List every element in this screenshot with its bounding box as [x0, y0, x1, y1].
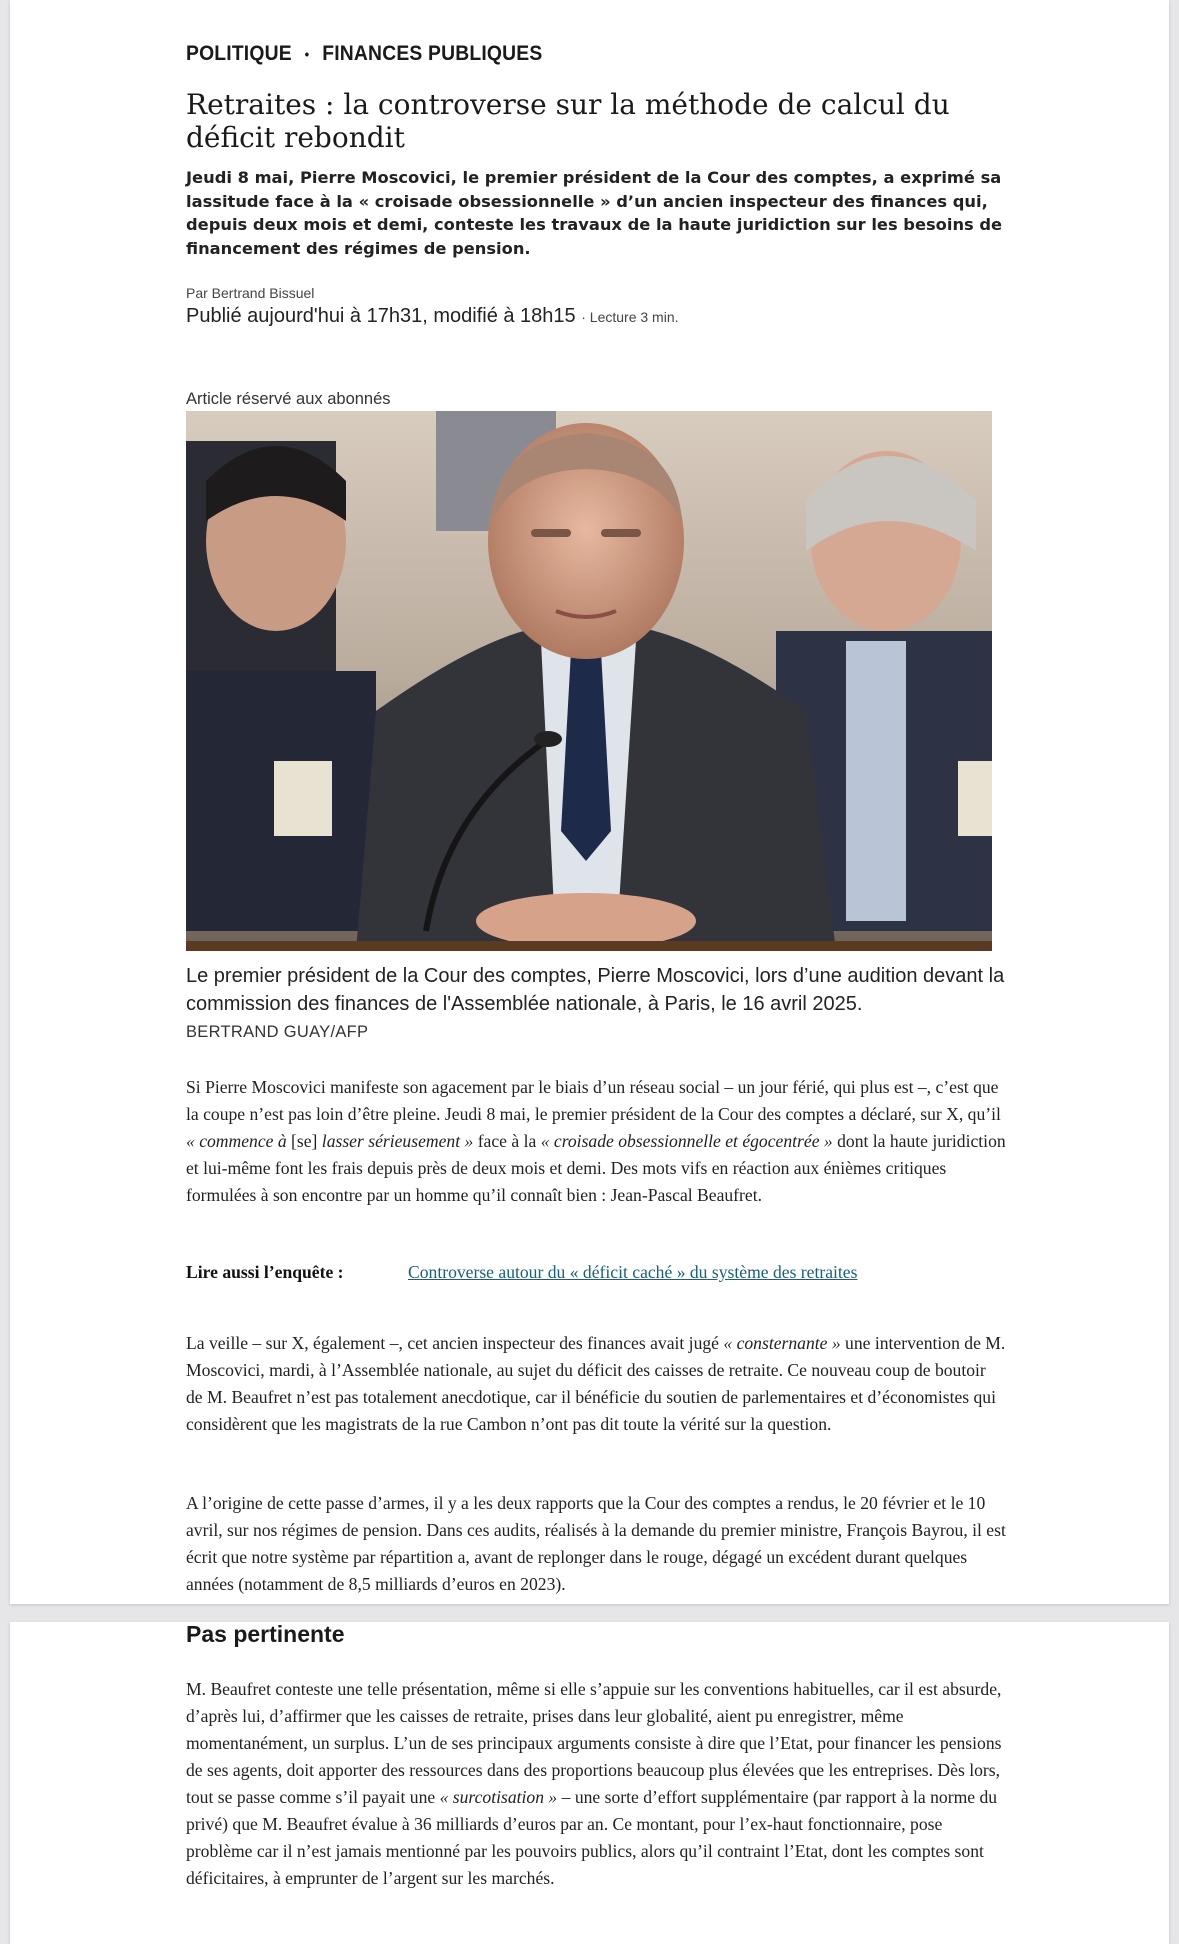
- reading-time: · Lecture 3 min.: [581, 309, 679, 325]
- read-also-link[interactable]: Controverse autour du « déficit caché » du système des retraites: [408, 1262, 858, 1282]
- photo-caption: Le premier président de la Cour des comptes, Pierre Moscovici, lors d’une audition devant la commission des finances de l'Assemblée nationale, à Paris, le 16 avril 2025.: [186, 965, 1005, 1015]
- subscriber-notice: Article réservé aux abonnés: [186, 390, 391, 408]
- article-paragraph-3: A l’origine de cette passe d’armes, il y a les deux rapports que la Cour des comptes a rendus, le 20 février et le 10 avril, sur nos régimes de pension. Dans ces audits, réalisés à la demande du premier ministre, François Bayrou, il est écrit que notre système par répartition a, avant de replonger dans le rouge, dégagé un excédent durant quelques années (notamment de 8,5 milliards d’euros en 2023).: [186, 1493, 1006, 1594]
- published-time: Publié aujourd'hui à 17h31, modifié à 18h15: [186, 305, 576, 327]
- article-paragraph-1: Si Pierre Moscovici manifeste son agacement par le biais d’un réseau social – un jour férié, qui plus est –, c’est que la coupe n’est pas loin d’être pleine. Jeudi 8 mai, le premier président de la Cour des comptes a déclaré, sur X, qu’il « commence à [se] lasser sérieusement » face à la « croisade obsessionnelle et égocentrée » dont la haute juridiction et lui-même font les frais depuis près de deux mois et demi. Des mots vifs en réaction aux énièmes critiques formulées à son encontre par un homme qu’il connaît bien : Jean-Pascal Beaufret.: [186, 1077, 1006, 1205]
- read-also: [186, 1262, 1006, 1283]
- article-photo: [186, 411, 992, 951]
- article-card: [10, 0, 1169, 1604]
- section-heading: Pas pertinente: [186, 1621, 345, 1647]
- read-also-label: Lire aussi l’enquête :: [186, 1262, 344, 1282]
- article-lead: Jeudi 8 mai, Pierre Moscovici, le premier président de la Cour des comptes, a exprimé sa lassitude face à la « croisade obsessionnelle » d’un ancien inspecteur des finances qui, depuis deux mois et demi, conteste les travaux de la haute juridiction sur les besoins de financement des régimes de pension.: [186, 168, 1003, 258]
- rubric: [186, 42, 940, 66]
- bullet-separator: •: [304, 46, 310, 63]
- author-line[interactable]: Par Bertrand Bissuel: [186, 285, 315, 301]
- article-card-continued: [10, 1622, 1169, 1944]
- rubric-subsection[interactable]: FINANCES PUBLIQUES: [322, 42, 543, 65]
- article-paragraph-4: M. Beaufret conteste une telle présentation, même si elle s’appuie sur les conventions habituelles, car il est absurde, d’après lui, d’affirmer que les caisses de retraite, prises dans leur globalité, aient pu enregistrer, même momentanément, un surplus. L’un de ses principaux arguments consiste à dire que l’Etat, pour financer les pensions de ses agents, doit apporter des ressources dans des proportions beaucoup plus élevées que les entreprises. Dès lors, tout se passe comme s’il payait une « surcotisation » – une sorte d’effort supplémentaire (par rapport à la norme du privé) que M. Beaufret évalue à 36 milliards d’euros par an. Ce montant, pour l’ex-haut fonctionnaire, pose problème car il n’est jamais mentionné par les pouvoirs publics, alors qu’il contraint l’Etat, dont les comptes sont déficitaires, à emprunter de l’argent sur les marchés.: [186, 1679, 1002, 1888]
- publication-info: [186, 305, 1006, 328]
- rubric-section[interactable]: POLITIQUE: [186, 42, 292, 65]
- photo-credit: BERTRAND GUAY/AFP: [186, 1023, 369, 1041]
- article-paragraph-2: La veille – sur X, également –, cet ancien inspecteur des finances avait jugé « consternante » une intervention de M. Moscovici, mardi, à l’Assemblée nationale, au sujet du déficit des caisses de retraite. Ce nouveau coup de boutoir de M. Beaufret n’est pas totalement anecdotique, car il bénéficie du soutien de parlementaires et d’économistes qui considèrent que les magistrats de la rue Cambon n’ont pas dit toute la vérité sur la question.: [186, 1333, 1006, 1434]
- article-title: Retraites : la controverse sur la méthode de calcul du déficit rebondit: [186, 88, 950, 154]
